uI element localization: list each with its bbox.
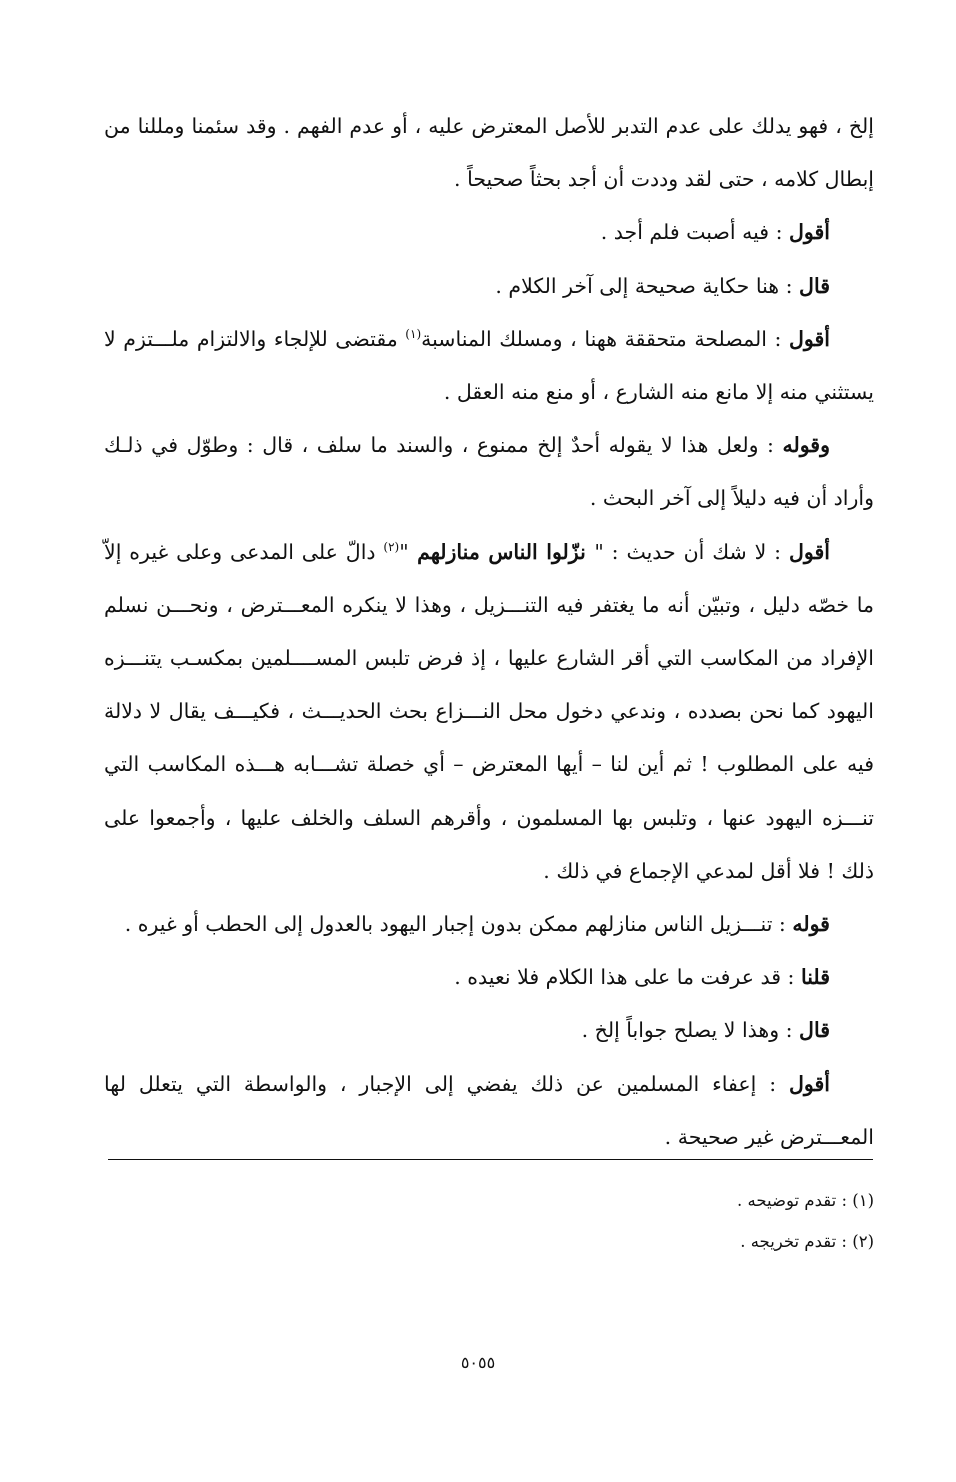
hadith-quote: نزّلوا الناس منازلهم <box>408 539 595 564</box>
speaker-label: أقول <box>789 220 830 245</box>
speaker-label: أقول <box>789 326 830 351</box>
paragraph <box>104 313 874 419</box>
speaker-label: قال <box>799 273 830 298</box>
speaker-label: أقول <box>789 539 830 564</box>
page-number: ٥٠٥٥ <box>460 1353 496 1372</box>
paragraph <box>104 100 874 206</box>
quote-close: " <box>399 539 409 564</box>
speaker-label: أقول <box>789 1071 830 1096</box>
speaker-label: قال <box>799 1018 830 1043</box>
main-text <box>104 100 874 1164</box>
paragraph-text: : لا شك أن حديث : " <box>594 539 789 564</box>
speaker-label: وقوله <box>782 433 830 458</box>
paragraph <box>104 206 874 259</box>
paragraph <box>104 1058 874 1164</box>
paragraph <box>104 951 874 1004</box>
paragraph-text: : قد عرفت ما على هذا الكلام فلا نعيده . <box>454 965 801 990</box>
speaker-label: قوله <box>792 912 830 937</box>
paragraph-text: : المصلحة متحققة ههنا ، ومسلك المناسبة <box>421 326 790 351</box>
paragraph <box>104 1004 874 1057</box>
paragraph-text: : إعفاء المسلمين عن ذلك يفضي إلى الإجبار ، والواسطة التي يتعلل لها المعـــترض غير صحيحة . <box>104 1071 874 1149</box>
paragraph <box>104 419 874 525</box>
speaker-label: قلنا <box>800 965 830 990</box>
paragraph-text: : وهذا لا يصلح جواباً إلخ . <box>581 1018 800 1043</box>
paragraph-text: إلخ ، فهو يدلك على عدم التدبر للأصل المعترض عليه ، أو عدم الفهم . وقد سئمنا ومللنا من إبطال كلامه ، حتى لقد وددت أن أجد بحثاً صحيحاً . <box>104 114 874 192</box>
paragraph-text: : فيه أصبت فلم أجد . <box>600 220 790 245</box>
paragraph-text: : ولعل هذا لا يقوله أحدٌ إلخ ممنوع ، والسند ما سلف ، قال : وطوّل في ذلـك وأراد أن فيه دليلاً إلى آخر البحث . <box>104 433 874 511</box>
footnote-reference[interactable]: (١) <box>405 326 422 341</box>
paragraph-text: : تنـــزيل الناس منازلهم ممكن بدون إجبار اليهود بالعدول إلى الحطب أو غيره . <box>124 912 793 937</box>
paragraph-text: : هنا حكاية صحيحة إلى آخر الكلام . <box>495 273 800 298</box>
paragraph-text-continued: مقتضى للإلجاء والالتزام ملـــتزم لا يستثني منه إلا مانع منه الشارع ، أو منع منه العقل . <box>104 326 874 405</box>
paragraph <box>104 898 874 951</box>
paragraph-text-continued: دالّ على المدعى وعلى غيره إلاّ ما خصّه دليل ، وتبيّن أنه ما يغتفر فيه التنـــزيل ، وهذا لا ينكره المعـــترض ، ونحـــن نسلم الإفراد من المكاسب التي أقر الشارع عليها ، إذ فرض تلبس المســــلمين بمكسـب يتنـــزه اليهود كما نحن بصدده ، وندعي دخول محل النـــزاع بحث الحديـــث ، فكيـــف يقال لا دلالة فيه على المطلوب ! ثم أين لنا – أيها المعترض – أي خصلة تشـــابه هـــذه المكاسب التي تنـــزه اليهود عنها ، وتلبس بها المسلمون ، وأقرهم السلف والخلف عليها ، وأجمعوا على ذلك ! فلا أقل لمدعي الإجماع في ذلك . <box>104 539 874 883</box>
paragraph <box>104 526 874 898</box>
footnote-divider <box>108 1159 873 1160</box>
footnotes <box>104 1180 874 1262</box>
footnote: (٢) : تقدم تخريجه . <box>740 1232 874 1251</box>
footnote: (١) : تقدم توضيحه . <box>737 1191 874 1210</box>
paragraph <box>104 260 874 313</box>
footnote-reference[interactable]: (٢) <box>383 539 400 554</box>
